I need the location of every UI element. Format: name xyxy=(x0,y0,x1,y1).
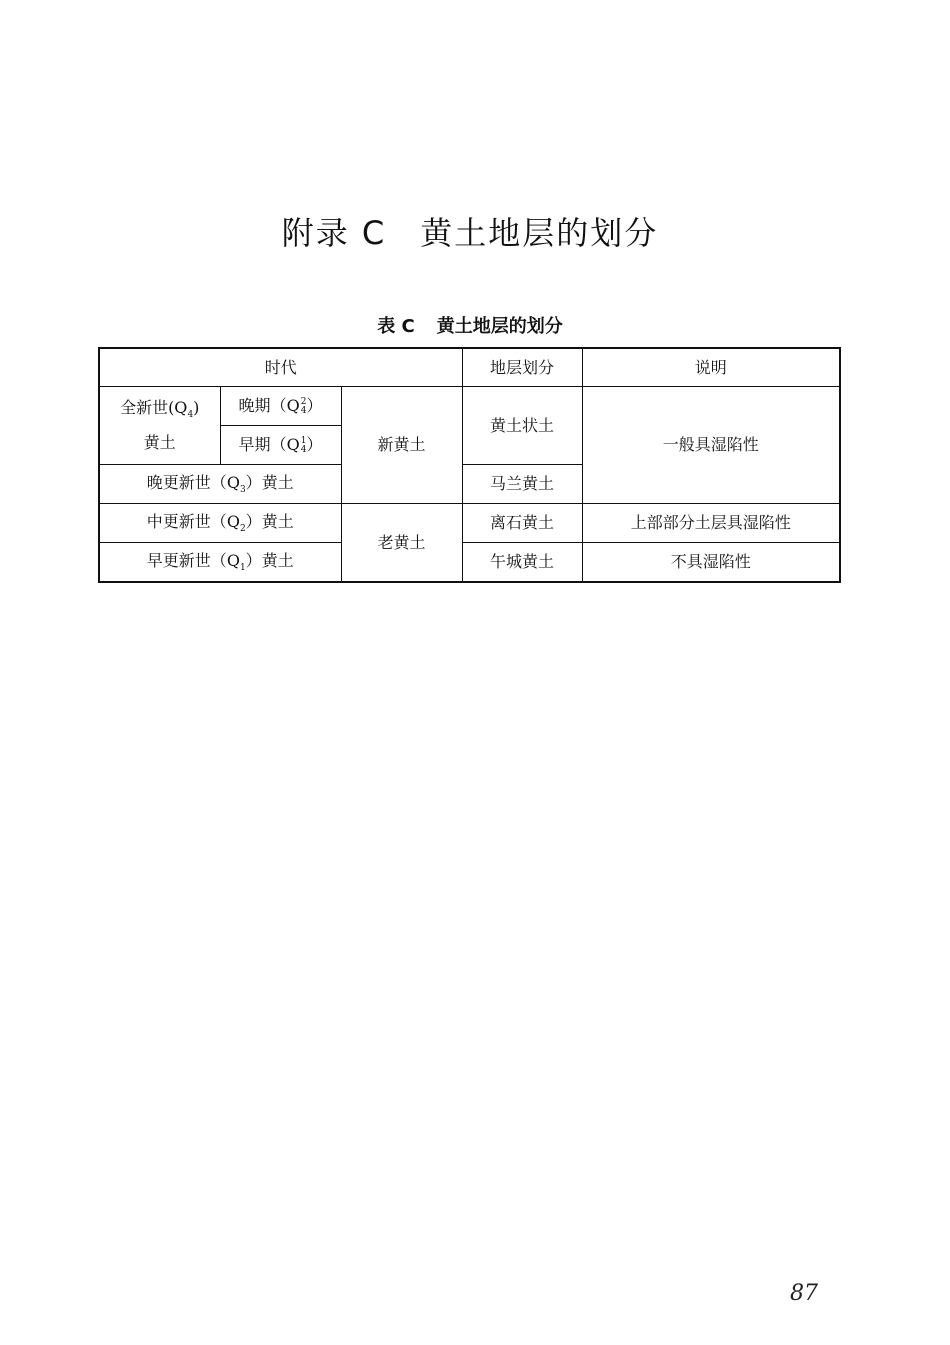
late-sup: 2 xyxy=(300,396,307,407)
upper-prefix: 晚更新世 xyxy=(146,472,211,492)
early-close: ） xyxy=(306,435,323,455)
middle-q: Q xyxy=(226,511,240,531)
note-not-collapsible: 不具湿陷性 xyxy=(582,543,840,583)
stratum-lishi: 离石黄土 xyxy=(462,504,582,543)
holocene-close: ) xyxy=(193,398,200,418)
late-close: ） xyxy=(306,396,323,416)
upper-suffix: 黄土 xyxy=(261,472,294,492)
early-sub: 4 xyxy=(300,444,307,455)
lower-close: ） xyxy=(245,550,262,570)
stratum-wucheng: 午城黄土 xyxy=(462,543,582,583)
upper-close: ） xyxy=(245,472,262,492)
middle-pleistocene-cell xyxy=(99,504,341,543)
middle-sub: 2 xyxy=(239,523,246,534)
note-partly-collapsible: 上部部分土层具湿陷性 xyxy=(582,504,840,543)
lower-q: Q xyxy=(226,550,240,570)
middle-prefix: 中更新世 xyxy=(146,511,211,531)
header-stratum: 地层划分 xyxy=(462,348,582,387)
header-note: 说明 xyxy=(582,348,840,387)
early-open: （ xyxy=(270,435,287,455)
appendix-label: 附录 C xyxy=(281,214,387,252)
old-loess-cell: 老黄土 xyxy=(341,504,462,583)
late-open: （ xyxy=(270,396,287,416)
middle-suffix: 黄土 xyxy=(261,511,294,531)
table-caption xyxy=(0,312,940,338)
header-era: 时代 xyxy=(99,348,462,387)
late-q: Q xyxy=(286,396,300,416)
table-header-row xyxy=(99,348,840,387)
early-sup: 1 xyxy=(300,435,307,446)
loess-strata-table xyxy=(98,347,841,583)
table-caption-label: 表 C xyxy=(377,316,415,337)
table-row xyxy=(99,504,840,543)
table-row xyxy=(99,387,840,426)
stratum-malan: 马兰黄土 xyxy=(462,465,582,504)
holocene-late-cell xyxy=(220,387,341,426)
table-row xyxy=(99,543,840,583)
upper-open: （ xyxy=(210,472,227,492)
early-q: Q xyxy=(286,435,300,455)
late-sub: 4 xyxy=(300,405,307,416)
upper-pleistocene-cell xyxy=(99,465,341,504)
lower-prefix: 早更新世 xyxy=(146,550,211,570)
page-number: 87 xyxy=(790,1281,818,1306)
note-collapsible: 一般具湿陷性 xyxy=(582,387,840,504)
early-label: 早期 xyxy=(238,435,271,455)
lower-pleistocene-cell xyxy=(99,543,341,583)
holocene-cell xyxy=(99,387,220,465)
holocene-early-cell xyxy=(220,426,341,465)
upper-q: Q xyxy=(226,472,240,492)
holocene-label-bottom: 黄土 xyxy=(143,433,176,453)
holocene-label-top: 全新世(Q xyxy=(120,398,188,418)
appendix-heading: 黄土地层的划分 xyxy=(420,214,659,252)
middle-open: （ xyxy=(210,511,227,531)
new-loess-cell: 新黄土 xyxy=(341,387,462,504)
middle-close: ） xyxy=(245,511,262,531)
stratum-loess-like: 黄土状土 xyxy=(462,387,582,465)
late-label: 晚期 xyxy=(238,396,271,416)
holocene-sub: 4 xyxy=(187,410,194,421)
appendix-title xyxy=(0,208,940,254)
table-caption-title: 黄土地层的划分 xyxy=(436,316,563,337)
lower-sub: 1 xyxy=(239,562,246,573)
lower-open: （ xyxy=(210,550,227,570)
upper-sub: 3 xyxy=(239,484,246,495)
lower-suffix: 黄土 xyxy=(261,550,294,570)
